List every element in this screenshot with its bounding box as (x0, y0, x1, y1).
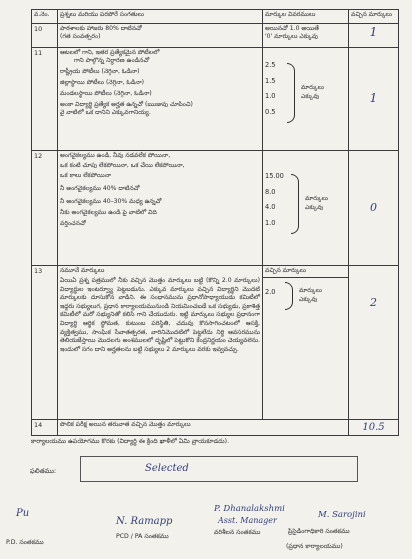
row-description (58, 151, 263, 266)
dist-value: 8.0 (265, 187, 276, 196)
row-number: 11 (32, 48, 58, 151)
result-label: ఫలితము: (30, 467, 57, 475)
desc-heading: నమూనే మార్కులు (60, 267, 105, 274)
office-use-note: కార్యాలయము ఉపయోగము కొరకు (విద్యార్థి ఈ క్రింది ఖాళీలో ఏమి వ్రాయకూడదు). (31, 438, 230, 445)
desc-line: అంగవైకల్యము ఉండి, నీవు నడవలేక పోయినా, (60, 152, 171, 159)
desc-line: పొలిక పరీక్ష అయిన తరువాత వచ్చిన మొత్తం మార్కులు (60, 421, 191, 428)
dist-value: 1.0 (265, 218, 276, 227)
row-description (58, 48, 263, 151)
desc-line: ఒక కంటి చూపు లేకపోయినా, ఒక చేయి లేకపోయినా, (60, 161, 185, 169)
pd-signature-label: P.D. సంతకము (6, 539, 44, 546)
row-distribution (263, 266, 349, 420)
col-dist-header: మార్కుల వివరములు (263, 10, 349, 24)
table-row (32, 48, 399, 151)
desc-line: ఒక కాలు లేకపోయినా (60, 171, 112, 179)
dist-label: ఎక్కువు (305, 204, 324, 211)
desc-line: (గత సంవత్సరం) (60, 32, 101, 40)
dist-value: 2.5 (265, 61, 276, 69)
dist-value: 1.5 (265, 76, 276, 85)
brace-mark (291, 174, 299, 234)
dist-value: 4.0 (265, 203, 276, 212)
dist-label: మార్కులు (305, 195, 328, 202)
row-number: 14 (32, 420, 58, 436)
row-description (58, 24, 263, 48)
dist-value: 0.5 (265, 107, 276, 116)
result-value: Selected (145, 463, 189, 474)
desc-line: జిల్లాస్థాయి పోటీలు (నెగ్గినా, ఓడినా) (60, 78, 145, 86)
dist-label: ఎక్కువు (301, 93, 320, 100)
row-distribution (263, 151, 349, 266)
row-distribution (263, 48, 349, 151)
col-desc-header: ప్రశ్నలు మరియు పరపోరే సంగతులు (58, 10, 263, 24)
col-no-header: వ.నెం. (32, 10, 58, 24)
row-number: 10 (32, 24, 58, 48)
officer-signature: P. Dhanalakshmi (214, 504, 285, 514)
row-number: 12 (32, 151, 58, 266)
brace-mark (285, 282, 293, 310)
desc-line: రాష్ట్రీయ పోటీలు (నెగ్గినా, ఓడినా) (60, 67, 140, 75)
row-number: 13 (32, 266, 58, 420)
row-description (58, 420, 349, 436)
dist-label: ఎక్కువు (299, 295, 318, 303)
marks-value: 1 (369, 25, 378, 39)
row-marks (349, 24, 399, 48)
total-marks-value: 10.5 (362, 422, 385, 433)
desc-line: వై వాటిలో ఒక దానిని ఎక్కువగానియ్య. (60, 108, 151, 116)
desc-line: పాఠశాలకు హాజరు 80% దాటినచో (60, 25, 142, 32)
table-header-row (32, 10, 399, 24)
desc-line: నీ అంగవైకల్యము 40–30% మధ్య ఉన్నచో (60, 197, 162, 205)
table-row (32, 266, 399, 420)
marks-value: 1 (369, 91, 378, 106)
result-box (80, 456, 358, 482)
officer-designation: Asst. Manager (218, 516, 277, 525)
marks-value: 0 (370, 200, 377, 214)
row-marks (349, 420, 399, 436)
row-description (58, 266, 263, 420)
desc-line: నీకు అంగవైకల్యము ఉండి పై వాటిలో విది (60, 208, 157, 216)
pd-signature: Pu (16, 508, 30, 519)
officer-signature-label: వరిశీలన సంతకము (214, 529, 261, 536)
dist-label: మార్కులు (299, 286, 322, 294)
desc-line: గాని పాల్గొన్న నిర్ధారణ ఉండినచో (74, 56, 150, 64)
marks-table (31, 9, 399, 436)
row-marks (349, 48, 399, 151)
table-row (32, 420, 399, 436)
dist-subheader: వచ్చిన మార్కులు (263, 266, 348, 278)
dist-value: 1.0 (265, 92, 276, 101)
marks-value: 2 (370, 296, 377, 309)
row-distribution (263, 24, 349, 48)
table-row (32, 24, 399, 48)
dist-line: అయినచో 1.0 అయితే (265, 25, 319, 32)
desc-paragraph: ఏయిఏ ప్రశ్న పత్రములో నీకు వచ్చిన మొత్తం మార్కులు బట్టి (కొన్ని 2.0 మార్కులు) విద్యార్థుల ఇంటర్వ్యూ పెట్టబడును. ఎక్కువ మార్కులు వచ్చిన విద్యార్థిని మొదటి మార్కులకు దూసుకోన వాడిని. ఈ సంధానమును ప్రధానోపాధ్యాయుడు కమిటీలో ఇద్దరు సభ్యులుగ, ప్రధాన కార్యాలయమునుండి నియమించబడే ఒక సభ్యుడు, ప్రకాశిత్త కమిటీలో మరో సభ్యునితో కలిసి గాని చేయుదురు. ఇట్టి మార్కులు సభ్యుల ప్రధానంగా విద్యార్థి ఆర్థిక స్థోమత, కుటుంబ పరిస్థితి, చదువు కొనసాగించటంలో ఆసక్తి, వ్యక్తిత్వము, సాంఘిక సేవాతత్పరత, వారినిమొదటిలో పెట్టలేదు నిర్ధి ఆవసరమును తెలియజేస్తాయి మొదలగు అంశములలో దృష్టిలో పెట్టుకొని కేంద్రనిర్ణయం చెయ్యవలెను. ఇందులో సగం దాని అర్హతలను బట్టి సభ్యులు 2 మార్కులు వరకు ఇవ్వవచ్చు. (60, 276, 260, 354)
dist-value: 15.00 (265, 172, 284, 180)
dist-line: '0' మార్కులు ఎక్కువు (265, 32, 318, 40)
desc-line: ఆటలలో గాని, ఇతర ప్రత్యేకమైన పోటీలలో (60, 49, 160, 56)
pcd-signature: N. Ramapp (116, 516, 173, 527)
row-marks (349, 266, 399, 420)
desc-line: అంకా విద్యార్థి ప్రత్యేక అర్హత ఉన్నచో (ఋజువు చూపించి) (60, 100, 193, 108)
col-marks-header: వచ్చిన మార్కులు (349, 10, 399, 24)
table-row (32, 151, 399, 266)
desc-line: వర్తించనచో (60, 219, 86, 227)
desc-line: నీ అంగవైకల్యము 40% దాటినచో (60, 184, 140, 192)
row-marks (349, 151, 399, 266)
chair-office-label: (ప్రధాన కార్యాలయము) (286, 543, 343, 550)
chair-signature-label: ప్రిసైడింగాధికారి సంతకము (288, 528, 350, 535)
brace-mark (287, 63, 295, 123)
pcd-signature-label: PCD / PA సంతకము (116, 533, 169, 540)
desc-line: మండలస్థాయి పోటీలు (నెగ్గినా, ఓడినా) (60, 89, 152, 97)
chair-signature: M. Sarojini (318, 510, 366, 520)
dist-value: 2.0 (265, 287, 276, 296)
dist-label: మార్కులు (301, 84, 324, 91)
